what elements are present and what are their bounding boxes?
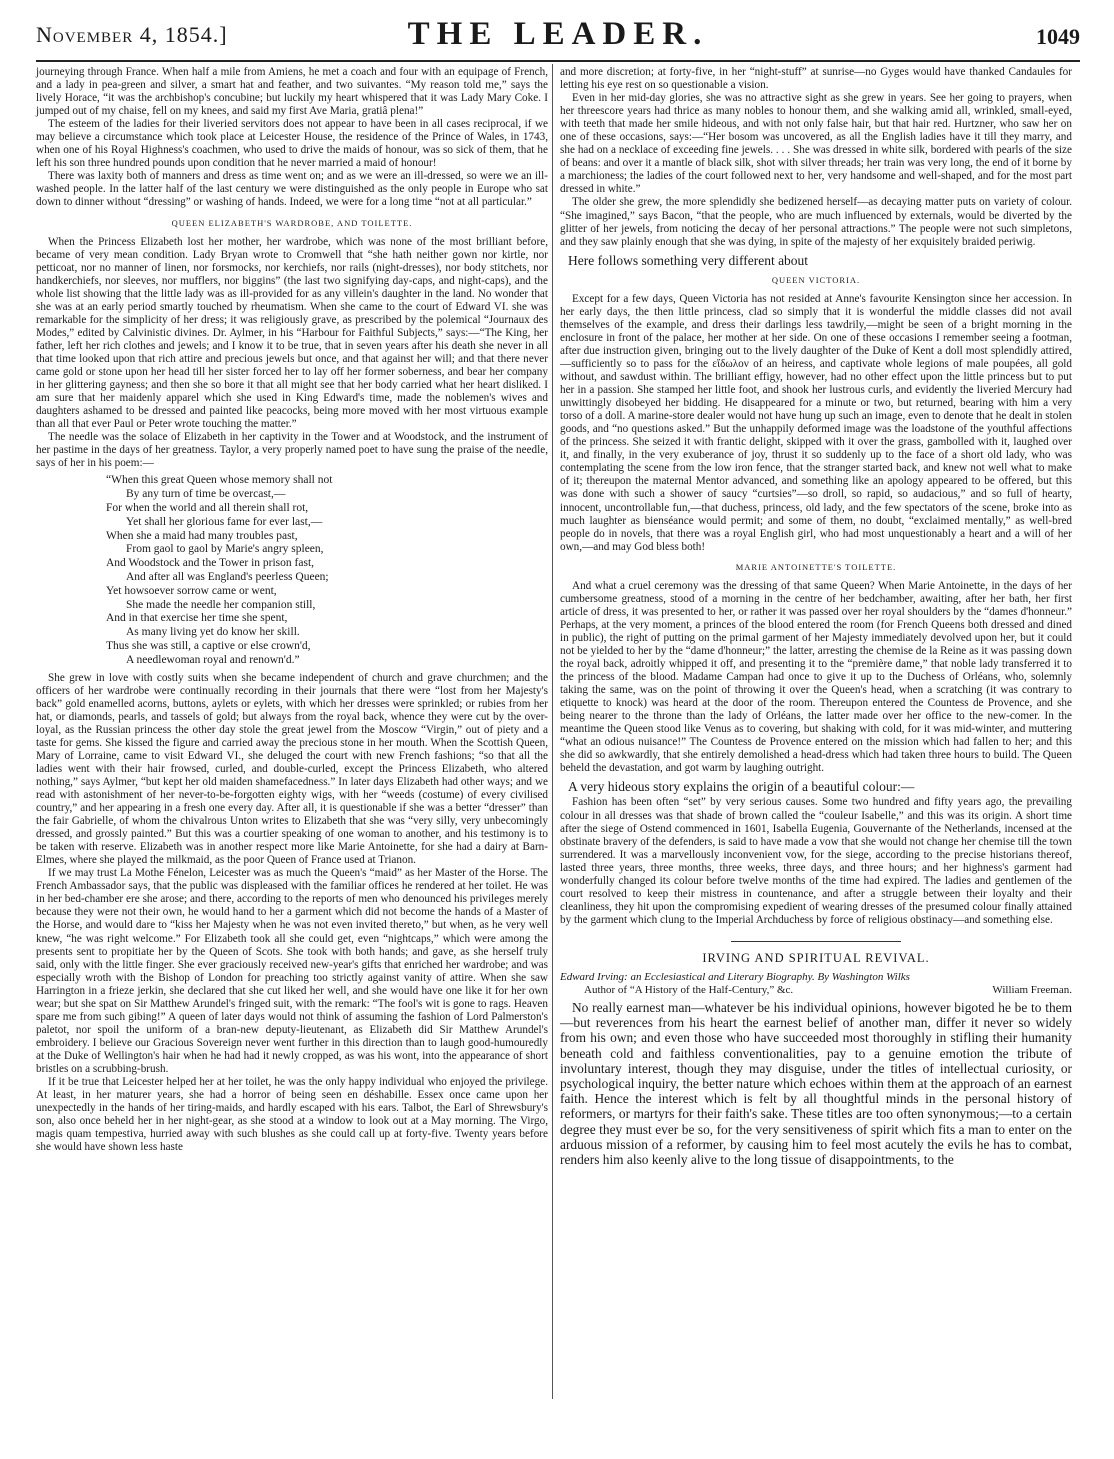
page-number: 1049 xyxy=(1036,24,1080,49)
masthead-rule xyxy=(36,60,1080,62)
lead-in: A very hideous story explains the origin of a beautiful colour:— xyxy=(568,779,915,795)
poem-line: She made the needle her companion still, xyxy=(126,598,316,611)
paragraph: Even in her mid-day glories, she was no attractive sight as she grew in years. See her going to prayers, when her threescore years had thrice as many nobles to honour them, and she walking amid all, wrinkled, small-eyed, with teeth that made her smile hideous, and with not only false hair, but that hair red. Hurtzner, who saw her on one of these occasions, says:—“Her bosom was uncovered, as all the English ladies have it till they marry, and she had on a necklace of exceeding fine jewels. . . . She was dressed in white silk, bordered with pearls of the size of beans: and over it a mantle of black silk, shot with silver threads; her train was very long, the end of it borne by a marchioness; the ladies of the court followed next to her, very handsome and well-shaped, and for the most part dressed in white.” xyxy=(560,92,1072,196)
poem-line: Yet howsoever sorrow came or went, xyxy=(106,584,277,597)
left-column xyxy=(36,66,548,1154)
byline-author-note: Author of “A History of the Half-Century,” &c. xyxy=(584,984,794,996)
paragraph: There was laxity both of manners and dress as time went on; and as we were an ill-dressed, so were we an ill-washed people. In the latter half of the last century we were distinguished as the only people in Europe who sat down to dinner without “dressing” or washing of hands. Indeed, we were for a long time “not at all particular.” xyxy=(36,170,548,209)
poem-line: And Woodstock and the Tower in prison fast, xyxy=(106,557,315,570)
paragraph: journeying through France. When half a mile from Amiens, he met a coach and four with an equipage of French, and a lady in pea-green and silver, a smart hat and feather, and two suivantes. “My reason told me,” says the lively Horace, “it was the archbishop's concubine; but luckily my heart whispered that it was Lady Mary Coke. I jumped out of my chaise, fell on my knees, and said my first Ave Maria, gratiâ plena!” xyxy=(36,66,548,118)
right-column xyxy=(560,66,1072,1167)
poem-line: By any turn of time be overcast,— xyxy=(126,488,286,501)
poem-line: And after all was England's peerless Queen; xyxy=(126,570,329,583)
poem-line: Thus she was still, a captive or else crown'd, xyxy=(106,639,311,652)
issue-date: November 4, 1854.] xyxy=(36,22,228,47)
lead-in: Here follows something very different about xyxy=(568,252,809,268)
byline-publisher-row xyxy=(560,984,1072,997)
section-heading-antoinette: MARIE ANTOINETTE'S TOILETTE. xyxy=(735,561,897,572)
poem-line: “When this great Queen whose memory shall not xyxy=(106,474,333,487)
paragraph: The older she grew, the more splendidly she bedizened herself—as decaying matter puts on variety of colour. “She imagined,” says Bacon, “that the people, who are much influenced by externals, would be diverted by the glitter of her jewels, from noticing the decay of her personal attractions.” The people were not such simpletons, and they saw plainly enough that she was dying, in spite of the majesty of her exquisitely braided periwig. xyxy=(560,196,1072,248)
paragraph: The esteem of the ladies for their liveried servitors does not appear to have been in all cases reciprocal, if we may believe a circumstance which took place at Leicester House, the residence of the Prince of Wales, in 1743, when one of his Royal Highness's coachmen, who used to drive the maids of honour, was so sick of them, that he left his son three hundred pounds upon condition that he never married a maid of honour! xyxy=(36,118,548,170)
paragraph: Except for a few days, Queen Victoria has not resided at Anne's favourite Kensington since her accession. In her early days, the then little princess, clad so simply that it is wonderful the middle classes did not avail themselves of the example, and dress their darlings less tawdrily,—might be seen of a bright morning in the enclosure in front of the palace, her mother at her side. On one of these occasions I remember seeing a footman, after due instruction given, bringing out to the lively daughter of the Duke of Kent a doll most splendidly attired,—sufficiently so to pass for the εἴδωλον of an heiress, and captivate whole legions of male poupées, all gold without, and sawdust within. The brilliant effigy, however, had no other effect upon the little princess but to put her in a passion. She stamped her little foot, and shook her lustrous curls, and evidently the liveried Mercury had unwittingly disobeyed her bidding. He disappeared for a minute or two, but returned, bearing with him a very torso of a doll. A marine-store dealer would not have hung up such an image, even to denote that he dealt in stolen goods, and “no questions asked.” But the unhappily deformed image was the loadstone of the youthful affections of the princess. She seized it with frantic delight, skipped with it over the grass, gambolled with it, laughed over it, and finally, in the very exuberance of joy, thrust it so suddenly up to the face of a short old lady, who was contemplating the scene from the low iron fence, that the stranger started back, and knew not well what to make of it; thereupon the maternal Mentor advanced, and something like an apology appeared to be offered, but this was done with such a shower of saucy “curtsies”—so droll, so rapid, so audacious,” and so full of hearty, innocent, uncontrollable fun,—that duchess, princess, old lady, and the few spectators of the scene, broke into as much laughter as bienséance would permit; and some of them, no doubt, “exclaimed mentally,” as well-bred people do in novels, that there was a royal English girl, who had most unquestionably a heart and a will of her own,—and may God bless both! xyxy=(560,292,1072,553)
column-divider xyxy=(552,64,553,1399)
article-separator xyxy=(731,941,901,942)
paragraph: The needle was the solace of Elizabeth in her captivity in the Tower and at Woodstock, and the instrument of her pastime in the days of her greatness. Taylor, a very properly named poet to have sung the praise of the needle, says of her in his poem:— xyxy=(36,431,548,470)
byline-book: Edward Irving: an Ecclesiastical and Literary Biography. By Washington Wilks xyxy=(560,971,910,983)
poem-line: As many living yet do know her skill. xyxy=(126,626,300,639)
paragraph: And what a cruel ceremony was the dressing of that same Queen? When Marie Antoinette, in the days of her cumbersome greatness, stood of a morning in the centre of her bedchamber, awaiting, after her bath, her first article of dress, it was presented to her, or rather it was passed over her royal shoulders by the “dames d'honneur.” Perhaps, at the very moment, a princes of the blood entered the room (for French Queens both dressed and dined in public), the right of putting on the primal garment of her Majesty immediately devolved upon her, but it could not be yielded to her by the “dame d'honneur;” the latter, arresting the chemise de la Reine as it was passing down the royal back, adroitly whipped it off, and presenting it to the “première dame,” that noble lady transferred it to the princess of the blood. Madame Campan had once to give it up to the Duchess of Orléans, who, solemnly taking the same, was on the point of throwing it over the Queen's head, when a scratching (it was contrary to etiquette to knock) was heard at the door of the room. Thereupon entered the Countess de Provence, and she being nearer to the throne than the lady of Orléans, the latter made over her office to the new-comer. In the meantime the Queen stood like Venus as to covering, but shaking with cold, for it was mid-winter, and muttering “what an odious nuisance!” The Countess de Provence entered on the mission which had fallen to her; and this she did so awkwardly, that she entirely demolished a head-dress which had taken three hours to build. The Queen beheld the devastation, and got warm by laughing outright. xyxy=(560,579,1072,775)
paragraph: and more discretion; at forty-five, in her “night-stuff” at sunrise—no Gyges would have thanked Candaules for letting his eye rest on so questionable a vision. xyxy=(560,66,1072,92)
section-heading-victoria: QUEEN VICTORIA. xyxy=(771,274,861,285)
masthead xyxy=(36,14,1080,54)
paragraph: When the Princess Elizabeth lost her mother, her wardrobe, which was none of the most brilliant before, became of very mean condition. Lady Bryan wrote to Cromwell that “she hath neither gown nor kirtle, nor petticoat, nor no manner of linen, nor forsmocks, nor kerchiefs, nor rails (night-dresses), nor body stitchets, nor handkerchiefs, nor sleeves, nor mufflers, nor biggins” (the last two signifying day-caps, and night-caps), and the whole list showing that the little lady was as ill-provided for as any villein's daughter in the land. No wonder that she was at an early period smartly touched by rheumatism. When she came to the court of Edward VI. she was remarkable for the simplicity of her dress; it was religiously grave, as prescribed by the polemical “Journaux des Modes,” edited by Calvinistic divines. Dr. Aylmer, in his “Harbour for Faithful Subjects,” says:—“The King, her father, left her rich clothes and jewels; and I know it to be true, that in seven years after his death she never in all that time looked upon that rich attire and precious jewels but once, and that against her will; and that there never came gold or stone upon her head till her sister forced her to lay off her former soberness, and bear her company in her glittering gayness; and then she so bore it that all might see that her body carried what her heart disliked. I am sure that her maidenly apparel which she used in King Edward's time, made the noblemen's wives and daughters ashamed to be dressed and painted like peacocks, being more moved with her most virtuous example than all that ever Paul or Peter wrote touching the matter.” xyxy=(36,235,548,431)
poem-line: For when the world and all therein shall rot, xyxy=(106,502,309,514)
paragraph: Fashion has been often “set” by very serious causes. Some two hundred and fifty years ago, the prevailing colour in all dresses was that shade of brown called the “couleur Isabelle,” and this was its origin. A short time after the siege of Ostend commenced in 1601, Isabella Eugenia, Gouvernante of the Netherlands, incensed at the obstinate bravery of the defenders, is said to have made a vow that she would not change her chemise till the town surrendered. It was a marvellously inconvenient vow, for the siege, according to the precise historians thereof, lasted three years, three months, three weeks, three days, and three hours; and her highness's garment had wonderfully changed its colour before twelve months of the time had expired. The ladies and gentlemen of the court resolved to keep their mistress in countenance, and after a struggle between their loyalty and their cleanliness, they hit upon the compromising expedient of wearing dresses of the presumed colour finally attained by the garment which clung to the Imperial Archduchess by force of religious obstinacy—and something else. xyxy=(560,796,1072,926)
section-heading-elizabeth: QUEEN ELIZABETH'S WARDROBE, AND TOILETTE. xyxy=(171,217,413,228)
byline-publisher: William Freeman. xyxy=(992,984,1072,996)
poem-line: And in that exercise her time she spent, xyxy=(106,612,288,625)
poem-line: A needlewoman royal and renown'd.” xyxy=(126,653,300,666)
paragraph: If it be true that Leicester helped her at her toilet, he was the only happy individual who enjoyed the privilege. At least, in her maturer years, she had a horror of being seen en déshabille. Essex once came upon her unexpectedly in the hands of her tiring-maids, and hardly escaped with his ears. Talbot, the Earl of Shrewsbury's son, also once beheld her in her night-gear, as she stood at a window to look out at a May morning. The Virgo, magis quam tempestiva, hurried away with such blushes as she could call up at forty-five. Twenty years before she would have shown less haste xyxy=(36,1076,548,1154)
poem-line: Yet shall her glorious fame for ever last,— xyxy=(126,515,323,528)
poem-line: When she a maid had many troubles past, xyxy=(106,529,298,542)
paragraph: She grew in love with costly suits when she became independent of church and grave churchmen; and the officers of her wardrobe were continually recording in their journals that there were “lost from her Majesty's back” gold enamelled acorns, buttons, aylets or eylets, with which her dresses were sprinkled; or rubies from her hat, or diamonds, pearls, and tassels of gold; but always from the royal back, whence they were cut by the over-loyal, as the Russian princess the other day stole the great jewel from the Moscow “Virgin,” out of piety and a taste for gems. She kissed the figure and carried away the precious stone in her mouth. When the Scottish Queen, Mary of Lorraine, came to visit Edward VI., she deluged the court with new French fashions; “so that all the ladies went with their hair frowsed, curled, and double-curled, except the Princess Elizabeth, who altered nothing,” says Aylmer, “but kept her old maiden shamefacedness.” In later days Elizabeth had other ways; and we read with astonishment of her never-to-be-forgotten eighty wigs, with her “weeds (costume) of every civilised country,” and her appearing in a fresh one every day. After all, it is questionable if she was a better “dresser” than the fair Gabrielle, of whom the chivalrous Unton writes to Elizabeth that she was “very silly, very unbecomingly dressed, and grossly painted.” But this was a courtier speaking of one woman to another, and his testimony is to be taken with reserve. Elizabeth was in another respect more like Marie Antoinette, for she had a dairy at Barn-Elmes, where she played the milkmaid, as the poor Queen of France used at Trianon. xyxy=(36,671,548,867)
article-title: IRVING AND SPIRITUAL REVIVAL. xyxy=(702,950,930,965)
byline xyxy=(560,971,1072,997)
paragraph: No really earnest man—whatever be his individual opinions, however bigoted he be to them—but reverences from his heart the earnest belief of another man, differ it never so widely from his own; and even those who have succeeded most thoroughly in stifling their humanity beneath cold and faithless conventionalities, pay to a genuine emotion the tribute of involuntary interest, though they may disguise, under the titles of intellectual curiosity, or psychological inquiry, the better nature which echoes within them at the approach of an earnest faith. Hence the interest which is felt by all thoughtful minds in the personal history of reformers, or martyrs for their faith's sake. These titles are too often synonymous;—to a certain degree they must ever be so, for the very sensitiveness of spirit which fits a man to enter on the arduous mission of a reformer, by causing him to feel most acutely the evils he has to combat, renders him also keenly alive to the long tissue of disappointments, to the xyxy=(560,1000,1072,1168)
poem-line: From gaol to gaol by Marie's angry spleen, xyxy=(126,543,324,556)
poem xyxy=(106,474,548,667)
paragraph: If we may trust La Mothe Fénelon, Leicester was as much the Queen's “maid” as her Master of the Horse. The French Ambassador says, that the public was displeased with the familiar offices he rendered at her toilet. He was in her bed-chamber ere she arose; and there, according to the reports of men who denounced his privileges merely because they were not their own, he would hand to her a garment which did not become the hands of a Master of the Horse, and would dare to “kiss her Majesty when he was not even invited thereto,” but when, as he very well knew, “he was right welcome.” For Elizabeth took all she could get, even “nightcaps,” which were among the presents sent to propitiate her by the Queen of Scots. She took with both hands; and gave, as she herself truly said, only with the little finger. She ever graciously received new-year's gifts that enriched her wardrobe; and was especially wroth with the Bishop of London for preaching too strictly against vanity of attire. When she saw Harrington in a frieze jerkin, she declared that she cut liked her well, and she would have one like it for her own wear; but she spat on Sir Matthew Arundel's fringed suit, with the remark: “The fool's wit is gone to rags. Heaven spare me from such gibing!” A queen of later days would not think of assuming the fashion of Lord Palmerston's paletot, nor spoil the uniform of a bran-new deputy-lieutenant, as Elizabeth did Sir Matthew Arundel's embroidery. I believe our Gracious Sovereign never went further in this direction than to laugh good-humouredly at the Duke of Wellington's hair when he had had it newly cropped, as was his wont, into the appearance of short bristles on a scrubbing-brush. xyxy=(36,867,548,1075)
newspaper-title: THE LEADER. xyxy=(407,16,709,52)
